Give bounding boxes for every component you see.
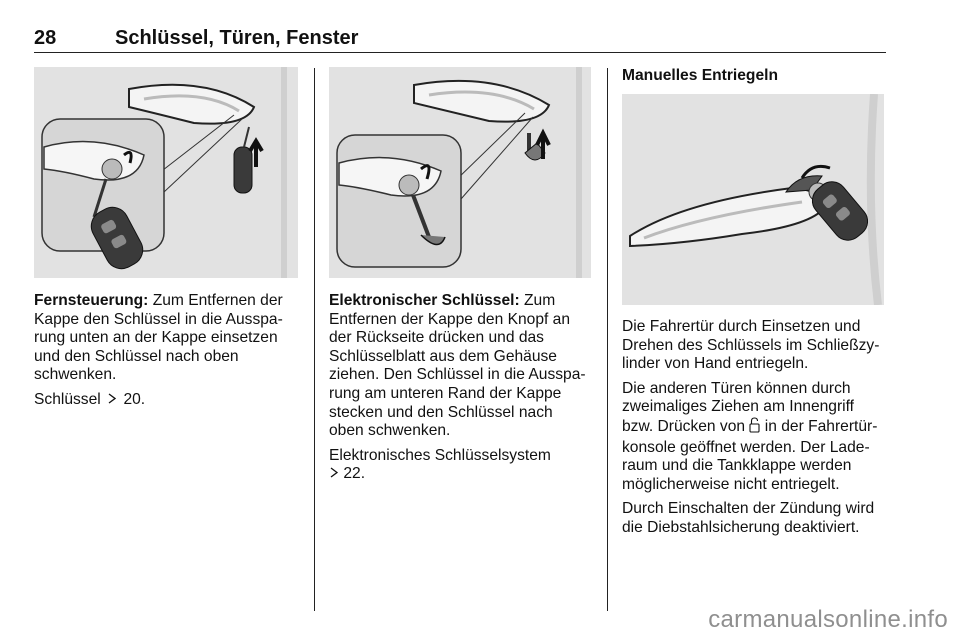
column-3-text	[622, 318, 888, 544]
electronic-key-reference	[329, 447, 591, 484]
column-divider-1	[314, 68, 315, 611]
remote-key-lead: Fernsteuerung:	[34, 292, 149, 309]
illustration-electronic-key	[329, 67, 591, 278]
page-number: 28	[34, 27, 57, 49]
manual-unlock-paragraph-2	[622, 380, 888, 495]
remote-key-paragraph	[34, 292, 300, 385]
unlock-icon	[749, 417, 760, 439]
reference-page[interactable]: 20.	[123, 390, 146, 408]
header-rule	[34, 52, 886, 53]
reference-label: Elektronisches Schlüsselsystem	[329, 446, 551, 464]
illustration-remote-key	[34, 67, 298, 278]
column-1-text	[34, 292, 300, 416]
manual-unlock-paragraph-1: Die Fahrertür durch Einsetzen und Drehen des Schlüssels im Schließzy-linder von Hand entriegeln.	[622, 318, 880, 373]
page-header	[34, 27, 886, 53]
section-heading: Manuelles Entriegeln	[622, 67, 778, 84]
reference-arrow-icon	[105, 391, 119, 410]
electronic-key-paragraph	[329, 292, 591, 441]
manual-unlock-paragraph-3: Durch Einschalten der Zündung wird die Diebstahlsicherung deaktiviert.	[622, 500, 875, 536]
page-title: Schlüssel, Türen, Fenster	[115, 27, 359, 49]
paragraph-2-start: Die anderen Türen können durch zweimaliges Ziehen am Innengriff bzw. Drücken von	[622, 379, 855, 435]
reference-page[interactable]: 22.	[343, 465, 366, 483]
watermark: carmanualsonline.info	[708, 606, 948, 633]
remote-key-body: Zum Entfernen der Kappe den Schlüssel in die Ausspa-rung unten an der Kappe einsetzen und den Schlüssel nach oben schwenken.	[34, 292, 283, 384]
electronic-key-body: Zum Entfernen der Kappe den Knopf an der Rückseite drücken und das Schlüsselblatt aus dem Gehäuse ziehen. Den Schlüssel in die Ausspa-rung am unteren Rand der Kappe stecken und den Schlüssel nach oben schwenken.	[329, 292, 586, 440]
remote-key-reference	[34, 391, 300, 410]
column-divider-2	[607, 68, 608, 611]
electronic-key-lead: Elektronischer Schlüssel:	[329, 292, 520, 309]
reference-arrow-icon	[329, 465, 339, 484]
reference-label: Schlüssel	[34, 390, 101, 408]
illustration-manual-unlock	[622, 94, 884, 305]
paragraph-2-end: in der Fahrertür-konsole geöffnet werden. Der Lade-raum und die Tankklappe werden möglicherweise nicht entriegelt.	[622, 417, 878, 493]
column-2-text	[329, 292, 591, 490]
